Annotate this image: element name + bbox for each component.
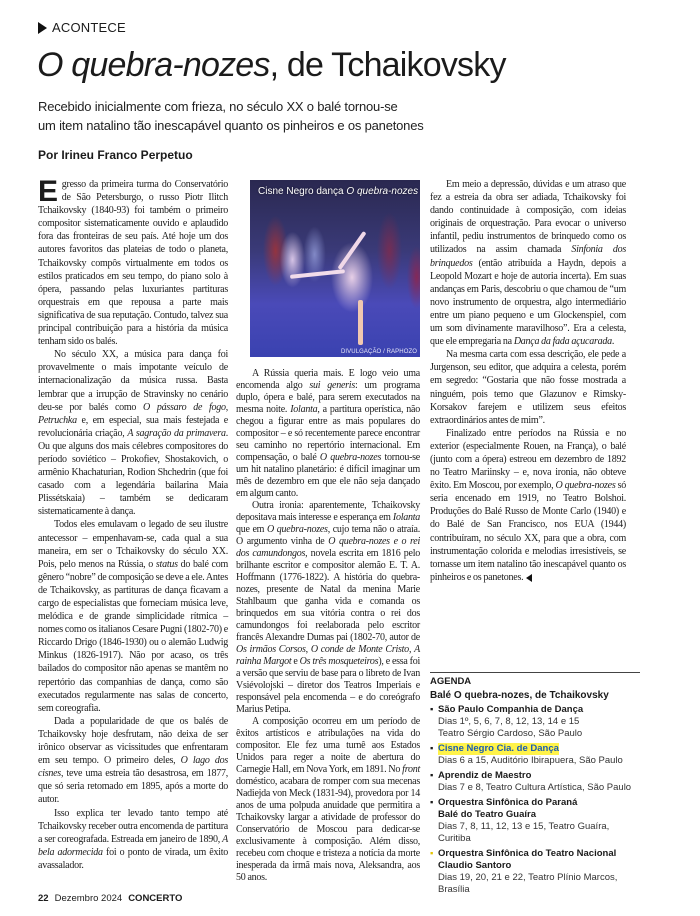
agenda-item-detail: Teatro Sérgio Cardoso, São Paulo	[438, 728, 583, 739]
photo-credit: DIVULGAÇÃO / RAPHOZO	[340, 349, 417, 355]
bullet-icon: ▪	[430, 704, 434, 715]
article-column-2	[236, 368, 420, 884]
paragraph: Na mesma carta com essa descrição, ele pede a Jurgenson, seu editor, que adquira a celesta, porém em segredo: “Gostaria que não fosse mostrada a ninguém, pois temo que Glazunov e Rimsky-Korsakov farejem e utilizem seus efeitos extraordinários antes de mim”.	[430, 349, 626, 426]
agenda-item	[430, 848, 640, 896]
paragraph: Finalizado entre períodos na Rússia e no exterior (especialmente Rouen, na França), o balé (junto com a ópera) estreou em dezembro de 1892 no Teatro Mariinsky – e, nova ironia, não obteve êxito. Em Moscou, por exemplo, O quebra-nozes só seria encenado em 1919, no Teatro Bolshoi. Produções do Balé Russo de Monte Carlo (1940) e do Balé de San Francisco, nos EUA (1944) contribuíram, no século XX, para que a obra, com instrumentação colorida e melodias irresistíveis, se tornasse um item natalino tão inescapável quanto os pinheiros e os panetones.	[430, 427, 627, 583]
photo-dancer-support-leg	[358, 300, 363, 345]
bullet-icon: ▪	[430, 848, 434, 859]
end-of-article-icon	[526, 574, 532, 582]
ballet-photo	[250, 180, 420, 357]
magazine-name: CONCERTO	[128, 893, 183, 904]
agenda-item	[430, 743, 640, 767]
agenda-show-title: Balé O quebra-nozes, de Tchaikovsky	[430, 690, 609, 701]
agenda-item	[430, 797, 640, 845]
paragraph: A composição ocorreu em um período de êxitos artísticos e atribulações na vida do compositor. Ele fez uma turnê aos Estados Unidos para reger a noite de abertura do Carnegie Hall, em Nova York, em 1891. No front doméstico, acabara de romper com sua mecenas Nadiejda von Meck (1831-94), provedora por 14 anos de uma polpuda anuidade que permitira a Tchaikovsky largar a atividade de professor do Conservatório de Moscou para dedicar-se exclusivamente à composição. Além disso, recebeu com choque e tristeza a notícia da morte inesperada da irmã mais nova, Aleksandra, aos 50 anos.	[236, 716, 420, 883]
agenda-item-name: ▪ Orquestra Sinfônica do Teatro Nacional	[430, 848, 617, 859]
byline: Por Irineu Franco Perpetuo	[38, 148, 193, 162]
bullet-icon: ▪	[430, 797, 434, 808]
photo-dancer-arm	[337, 231, 366, 270]
deck-subtitle	[38, 97, 578, 135]
paragraph: Todos eles emulavam o legado de seu ilustre antecessor – empenhavam-se, cada qual a sua maneira, em ser o Tchaikovsky do século XX. Pois, pelo menos na Rússia, o status do balé com gênero “nobre” de composição se deve a ele. Antes de Tchaikovsky, as partituras de dança ficavam a cargo de especialistas que forneciam música leve, melódica e de grande simplicidade rítmica – nomes como os italianos Cesare Pugni (1802-70) e Riccardo Drigo (1846-1930) ou o alemão Ludwig Minkus (1826-1917). Não por acaso, os três bailados do compositor não apenas se mantêm no repertório das companhias de dança, como são executados regularmente nas salas de concerto, sem coreografia.	[38, 519, 228, 714]
agenda-item-detail: Dias 19, 20, 21 e 22, Teatro Plínio Marcos, Brasília	[438, 872, 618, 895]
page-footer	[38, 893, 182, 904]
agenda-item-name: ▪ Aprendiz de Maestro	[430, 770, 532, 781]
paragraph: Isso explica ter levado tanto tempo até Tchaikovsky receber outra encomenda de partitura a ser coreografada. Estreada em janeiro de 1890, A bela adormecida foi o ponto de virada, um êxito avassalador.	[38, 807, 229, 871]
agenda-item-name: ▪ São Paulo Companhia de Dança	[430, 704, 584, 715]
agenda-item-name-cont: Claudio Santoro	[438, 860, 512, 871]
page-title	[37, 46, 506, 85]
photo-caption: Cisne Negro dança O quebra-nozes	[258, 186, 419, 197]
deck-line: Recebido inicialmente com frieza, no século XX o balé tornou-se	[38, 99, 398, 114]
article-column-3	[430, 178, 626, 584]
paragraph: No século XX, a música para dança foi provavelmente o mais impotante veículo de internacionalização da música russa. Basta lembrar que a irrupção de Stravinsky no cenário deu-se por balés como O pássaro de fogo, Petruchka e, em especial, sua mais festejada e revolucionária criação, A sagração da primavera. Ou que alguns dos mais célebres compositores do período soviético – Prokofiev, Shostakovich, o armênio Khachaturian, Rodion Shchedrin (que foi casado com a legendária bailarina Maia Plissétskaia) – também se dedicaram sistematicamente à dança.	[38, 349, 228, 518]
agenda-item-name: ▪ Cisne Negro Cia. de Dança	[430, 743, 559, 754]
agenda-item-name-cont: Balé do Teatro Guaíra	[438, 809, 537, 820]
section-name: ACONTECE	[52, 20, 126, 35]
agenda-item	[430, 704, 640, 740]
issue-date: Dezembro 2024	[54, 893, 123, 904]
deck-line: um item natalino tão inescapável quanto os pinheiros e os panetones	[38, 118, 424, 133]
paragraph: A Rússia queria mais. E logo veio uma encomenda algo sui generis: um programa duplo, ópera e balé, para serem executados na mesma noite. Iolanta, a partitura operística, não chegou a figurar entre as mais populares do compositor – e só recentemente parece encontrar seu caminho no repertório internacional. Em compensação, o balé O quebra-nozes tornou-se um hit natalino planetário: é difícil imaginar um mês de dezembro em que ele não seja dançado em algum canto.	[236, 368, 420, 499]
agenda-box	[430, 672, 640, 899]
agenda-list	[430, 704, 640, 896]
agenda-item-detail: Dias 7 e 8, Teatro Cultura Artística, São Paulo	[438, 782, 632, 793]
photo-dancer-leg	[290, 269, 345, 279]
paragraph: Dada a popularidade de que os balés de Tchaikovsky hoje desfrutam, não deixa de ser irônico observar as vicissitudes que enfrentaram em seu tempo. O primeiro deles, O lago dos cisnes, teve uma estreia tão desastrosa, em 1877, que só seria retomado em 1895, após a morte do autor.	[38, 715, 228, 806]
agenda-item-name: ▪ Orquestra Sinfônica do Paraná	[430, 797, 578, 808]
paragraph: Egresso da primeira turma do Conservatório de São Petersburgo, o russo Piotr Ilitch Tchaikovsky (1840-93) foi também o primeiro compositor sistematicamente ouvido e aplaudido fora das fronteiras de seu país. Até hoje um dos autores favoritos das plateias de todo o planeta, Tchaikovsky compôs virtualmente em todos os estilos praticados em seu tempo, do piano solo à ópera, passando pelas luxuriantes partituras orquestrais em que repousa a parte mais significativa de sua reputação. Contudo, talvez sua principal contribuição para a história da música tenham sido os balés.	[38, 175, 228, 348]
triangle-right-icon	[38, 22, 47, 34]
paragraph: Outra ironia: aparentemente, Tchaikovsky depositava mais interesse e esperança em Iolanta que em O quebra-nozes, cujo tema não o atraía. O argumento vinha de O quebra-nozes e o rei dos camundongos, novela escrita em 1816 pelo brilhante escritor e compositor alemão E. T. A. Hoffmann (1776-1822). A história do quebra-nozes, presente de Natal da menina Marie Stahlbaum que ganha vida e comanda os brinquedos em sua vitória contra o rei dos camundongos foi reelaborada pelo escritor francês Alexandre Dumas pai (1802-70, autor de Os irmãos Corsos, O conde de Monte Cristo, A rainha Margot e Os três mosqueteiros), e essa foi a versão que serviu de base para o libreto de Ivan Vsiévolojski – diretor dos Teatros Imperiais e responsável pela encomenda – e do coreógrafo Marius Petipa.	[236, 500, 421, 715]
agenda-item-detail: Dias 6 a 15, Auditório Ibirapuera, São Paulo	[438, 755, 623, 766]
section-label	[38, 20, 126, 35]
article-column-1	[38, 175, 229, 872]
agenda-item-detail: Dias 7, 8, 11, 12, 13 e 15, Teatro Guaíra, Curitiba	[438, 821, 610, 844]
title-rest: , de Tchaikovsky	[269, 46, 506, 84]
drop-cap: E	[38, 175, 58, 208]
bullet-icon: ▪	[430, 770, 434, 781]
agenda-heading: AGENDA	[430, 676, 472, 687]
bullet-icon: ▪	[430, 743, 434, 754]
paragraph: Em meio a depressão, dúvidas e um atraso que fez a estreia da obra ser adiada, Tchaikovsky foi dando continuidade à composição, com ideias originais de orquestração. Para evocar o universo infantil, pediu instrumentos de brinquedo como os utilizados na assim chamada Sinfonia dos brinquedos (então atribuída a Haydn, depois a Leopold Mozart e hoje de autoria incerta). Em suas andanças em Paris, descobriu o que chamou de “um novo instrumento de orquestra, algo intermediário entre um piano pequeno e um Glockenspiel, com um som divinamente maravilhoso”. Era a celesta, que ele empregaria na Dança da fada açucarada.	[430, 179, 626, 348]
agenda-item-detail: Dias 1º, 5, 6, 7, 8, 12, 13, 14 e 15	[438, 716, 580, 727]
page-number: 22	[38, 893, 49, 904]
title-italic: O quebra-nozes	[37, 46, 270, 84]
agenda-item	[430, 770, 640, 794]
